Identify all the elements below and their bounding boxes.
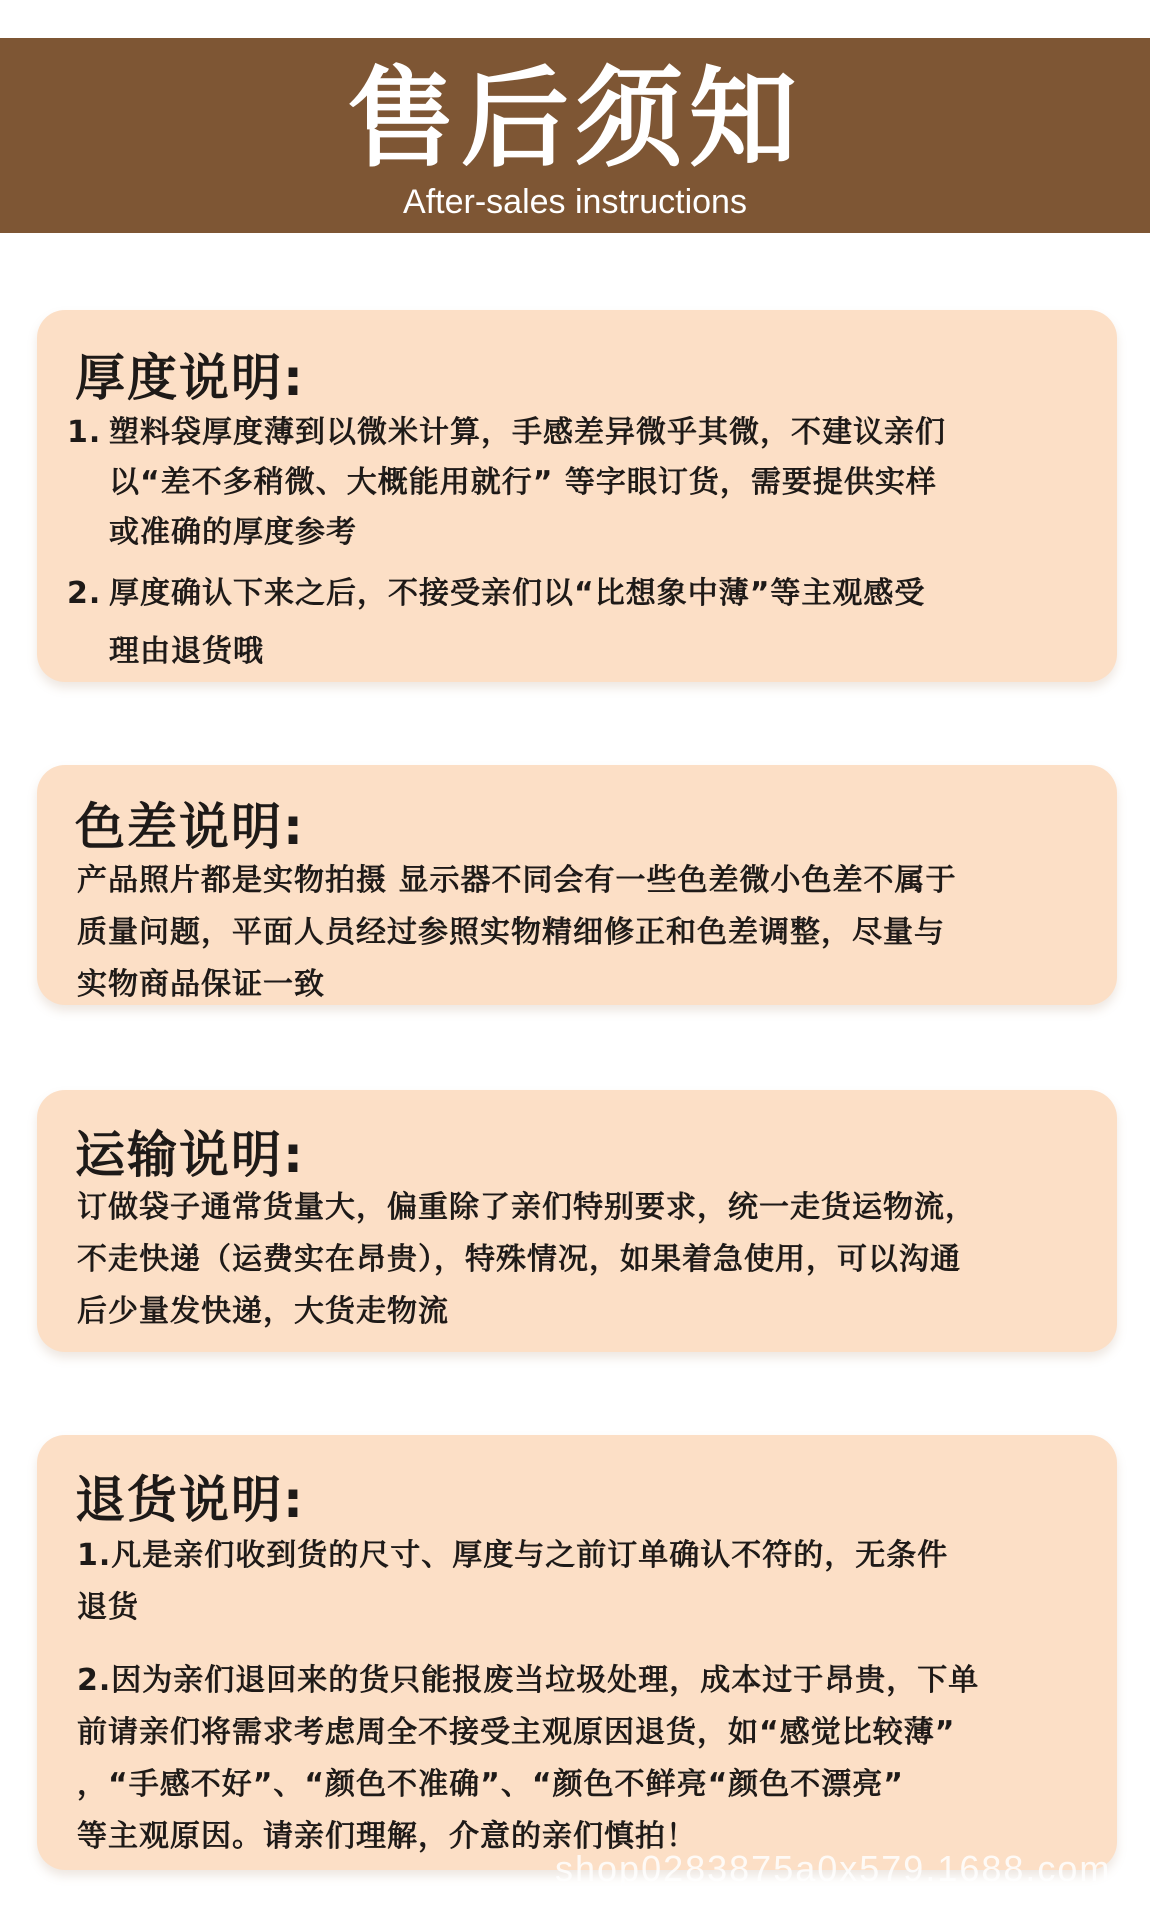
paragraph-line: 或准确的厚度参考 (109, 515, 357, 550)
page-subtitle: After-sales instructions (403, 183, 747, 221)
returns-heading: 退货说明: (75, 1471, 305, 1529)
shipping-card (37, 1090, 1117, 1352)
paragraph-line: 后少量发快递，大货走物流 (77, 1294, 449, 1329)
thickness-item-2 (67, 565, 1097, 681)
returns-card (37, 1435, 1117, 1870)
returns-item-1 (77, 1530, 1097, 1634)
thickness-card (37, 310, 1117, 682)
paragraph-line: 订做袋子通常货量大，偏重除了亲们特别要求，统一走货运物流， (77, 1190, 976, 1225)
paragraph-line: 2.因为亲们退回来的货只能报废当垃圾处理，成本过于昂贵，下单 (77, 1663, 980, 1698)
paragraph-line: 以“差不多稍微、大概能用就行” 等字眼订货，需要提供实样 (109, 465, 937, 500)
paragraph-line: 不走快递（运费实在昂贵），特殊情况，如果着急使用，可以沟通 (77, 1242, 961, 1277)
paragraph-line: 理由退货哦 (109, 634, 264, 669)
paragraph-line: 厚度确认下来之后，不接受亲们以“比想象中薄”等主观感受 (109, 576, 926, 611)
paragraph-line: 实物商品保证一致 (77, 967, 325, 1002)
page-title: 售后须知 (346, 57, 803, 182)
page-header (0, 38, 1150, 233)
color-heading: 色差说明: (75, 798, 305, 856)
thickness-item-1 (67, 408, 1097, 558)
paragraph-line: 退货 (77, 1590, 139, 1625)
paragraph-line: 1.凡是亲们收到货的尺寸、厚度与之前订单确认不符的，无条件 (77, 1538, 949, 1573)
thickness-heading: 厚度说明: (75, 349, 305, 407)
shop-watermark: shop0283875a0x579.1688.com (555, 1848, 1112, 1889)
returns-item-2 (77, 1655, 1097, 1863)
paragraph-line: 塑料袋厚度薄到以微米计算，手感差异微乎其微，不建议亲们 (109, 415, 946, 450)
paragraph-line: ，“手感不好”、“颜色不准确”、“颜色不鲜亮“颜色不漂亮” (77, 1767, 905, 1802)
color-paragraph (77, 855, 1097, 1011)
color-card (37, 765, 1117, 1005)
paragraph-line: 等主观原因。请亲们理解，介意的亲们慎拍！ (77, 1819, 697, 1854)
item-number: 1. (67, 415, 102, 450)
paragraph-line: 前请亲们将需求考虑周全不接受主观原因退货，如“感觉比较薄” (77, 1715, 956, 1750)
shipping-paragraph (77, 1182, 1097, 1338)
paragraph-line: 产品照片都是实物拍摄 显示器不同会有一些色差微小色差不属于 (77, 863, 957, 898)
shipping-heading: 运输说明: (75, 1126, 305, 1184)
paragraph-line: 质量问题，平面人员经过参照实物精细修正和色差调整，尽量与 (77, 915, 945, 950)
item-number: 2. (67, 576, 102, 611)
